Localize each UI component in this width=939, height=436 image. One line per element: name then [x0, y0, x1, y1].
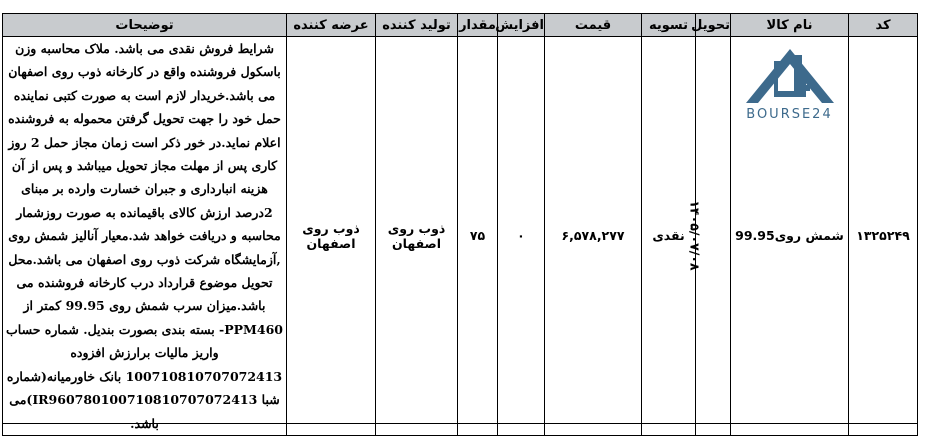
cell-price: [545, 37, 642, 436]
cell-increase: [498, 37, 545, 436]
header-price: قیمت: [545, 14, 642, 37]
bourse24-logo-icon: [744, 47, 836, 105]
settlement-value: نقدی: [652, 228, 685, 244]
header-description: توضیحات: [3, 14, 287, 37]
header-code: کد: [849, 14, 918, 37]
increase-value: ۰: [517, 228, 525, 244]
header-quantity: مقدار: [458, 14, 498, 37]
product-name-value: شمش روی99.95: [735, 228, 844, 244]
header-increase: افزایش: [498, 14, 545, 37]
cell-quantity: [458, 37, 498, 436]
cell-code: [849, 37, 918, 436]
logo-text: BOURSE24: [746, 107, 833, 122]
header-delivery: تحویل: [696, 14, 731, 37]
supplier-value: ذوب روی اصفهان: [302, 220, 360, 251]
cell-delivery: [687, 37, 731, 436]
quantity-value: ۷۵: [469, 228, 486, 244]
bottom-divider: [2, 423, 917, 424]
producer-value: ذوب روی اصفهان: [387, 220, 446, 251]
cell-supplier: [287, 37, 376, 436]
price-value: ۶,۵۷۸,۲۷۷: [561, 228, 625, 244]
header-settlement: تسویه: [642, 14, 696, 37]
offer-table: [2, 13, 918, 436]
delivery-date-value: ۱۴۰۵/۰۷/۰۸: [687, 200, 703, 272]
header-product-name: نام کالا: [731, 14, 849, 37]
table-row: [3, 37, 918, 436]
header-supplier: عرضه کننده: [287, 14, 376, 37]
header-producer: تولید کننده: [376, 14, 458, 37]
description-text: شرایط فروش نقدی می باشد. ملاک محاسبه وزن باسکول فروشنده واقع در کارخانه ذوب روی اصفهان می باشد.خریدار لازم است به صورت کتبی نماینده حمل خود را جهت تحویل گرفتن محموله به فروشنده اعلام نماید.در خور ذکر است زمان مجاز حمل 2 روز کاری پس از مهلت مجاز تحویل میباشد و پس از آن هزینه انبارداری و جبران خسارت وارده بر مبنای 2درصد ارزش کالای باقیمانده به صورت روزشمار محاسبه و دریافت خواهد شد.معیار آنالیز شمش روی ,آزمایشگاه شرکت ذوب روی اصفهان می باشد.محل تحویل موضوع قرارداد درب کارخانه فروشنده می باشد.میزان سرب شمش روی 99.95 کمتر از PPM460- بسته بندی بصورت بندیل. شماره حساب واریز مالیات برارزش افزوده 100710810707072413 بانک خاورمیانه(شماره شبا IR960780100710810707072413)می باشد.: [6, 41, 283, 431]
cell-product-name: [731, 37, 849, 436]
header-row: [3, 14, 918, 37]
cell-producer: [376, 37, 458, 436]
bourse24-logo: [731, 47, 848, 122]
cell-description: [3, 37, 287, 436]
code-value: ۱۳۲۵۲۴۹: [856, 228, 910, 244]
